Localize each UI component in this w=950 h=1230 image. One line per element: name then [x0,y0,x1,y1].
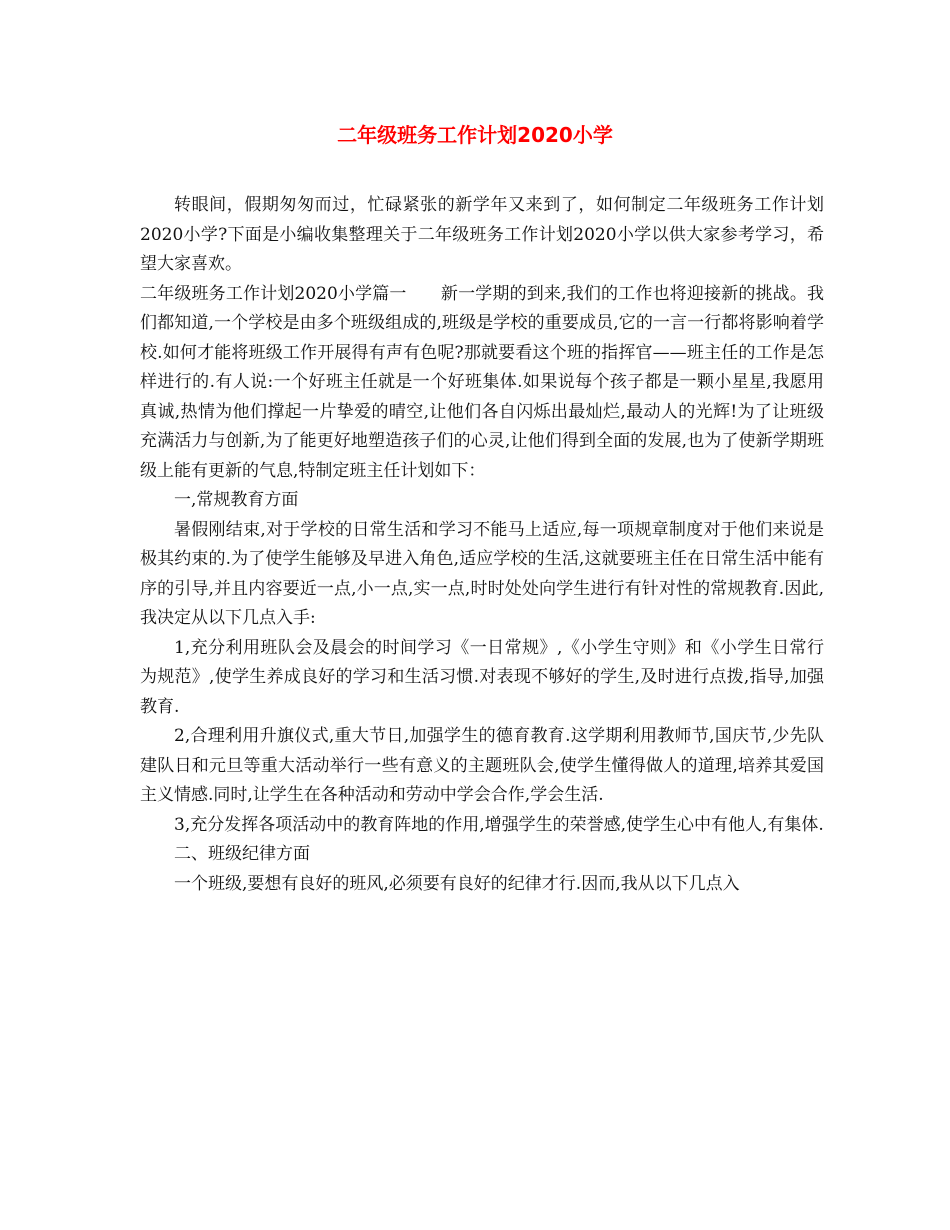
paragraph-class-discipline: 一个班级,要想有良好的班风,必须要有良好的纪律才行.因而,我从以下几点入 [174,873,740,894]
list-item-3: 3,充分发挥各项活动中的教育阵地的作用,增强学生的荣誉感,使学生心中有他人,有集体. [174,814,824,835]
list-item-2: 2,合理利用升旗仪式,重大节日,加强学生的德育教育.这学期利用教师节,国庆节,少先队建队日和元旦等重大活动举行一些有意义的主题班队会,使学生懂得做人的道理,培养其爱国主义情感.同时,让学生在各种活动和劳动中学会合作,学会生活. [140,726,824,805]
section-heading-class-discipline: 二、班级纪律方面 [174,844,310,864]
document-title: 二年级班务工作计划2020小学 [337,123,613,147]
list-item-1: 1,充分利用班队会及晨会的时间学习《一日常规》,《小学生守则》和《小学生日常行为规范》,使学生养成良好的学习和生活习惯.对表现不够好的学生,及时进行点拨,指导,加强教育. [140,637,824,717]
paragraph-plan-intro: 二年级班务工作计划2020小学篇一 新一学期的到来,我们的工作也将迎接新的挑战。我们都知道,一个学校是由多个班级组成的,班级是学校的重要成员,它的一言一行都将影响着学校.如何才能将班级工作开展得有声有色呢?那就要看这个班的指挥官——班主任的工作是怎样进行的.有人说:一个好班主任就是一个好班集体.如果说每个孩子都是一颗小星星,我愿用真诚,热情为他们撑起一片挚爱的晴空,让他们各自闪烁出最灿烂,最动人的光辉!为了让班级充满活力与创新,为了能更好地塑造孩子们的心灵,让他们得到全面的发展,也为了使新学期班级上能有更新的气息,特制定班主任计划如下： [140,283,824,481]
paragraph-intro: 转眼间，假期匆匆而过，忙碌紧张的新学年又来到了，如何制定二年级班务工作计划2020小学?下面是小编收集整理关于二年级班务工作计划2020小学以供大家参考学习，希望大家喜欢。 [140,195,824,274]
document-body [140,191,824,899]
section-heading-routine-education: 一,常规教育方面 [174,490,299,510]
paragraph-routine-education: 暑假刚结束,对于学校的日常生活和学习不能马上适应,每一项规章制度对于他们来说是极其约束的.为了使学生能够及早进入角色,适应学校的生活,这就要班主任在日常生活中能有序的引导,并且内容要近一点,小一点,实一点,时时处处向学生进行有针对性的常规教育.因此,我决定从以下几点入手: [140,519,824,628]
